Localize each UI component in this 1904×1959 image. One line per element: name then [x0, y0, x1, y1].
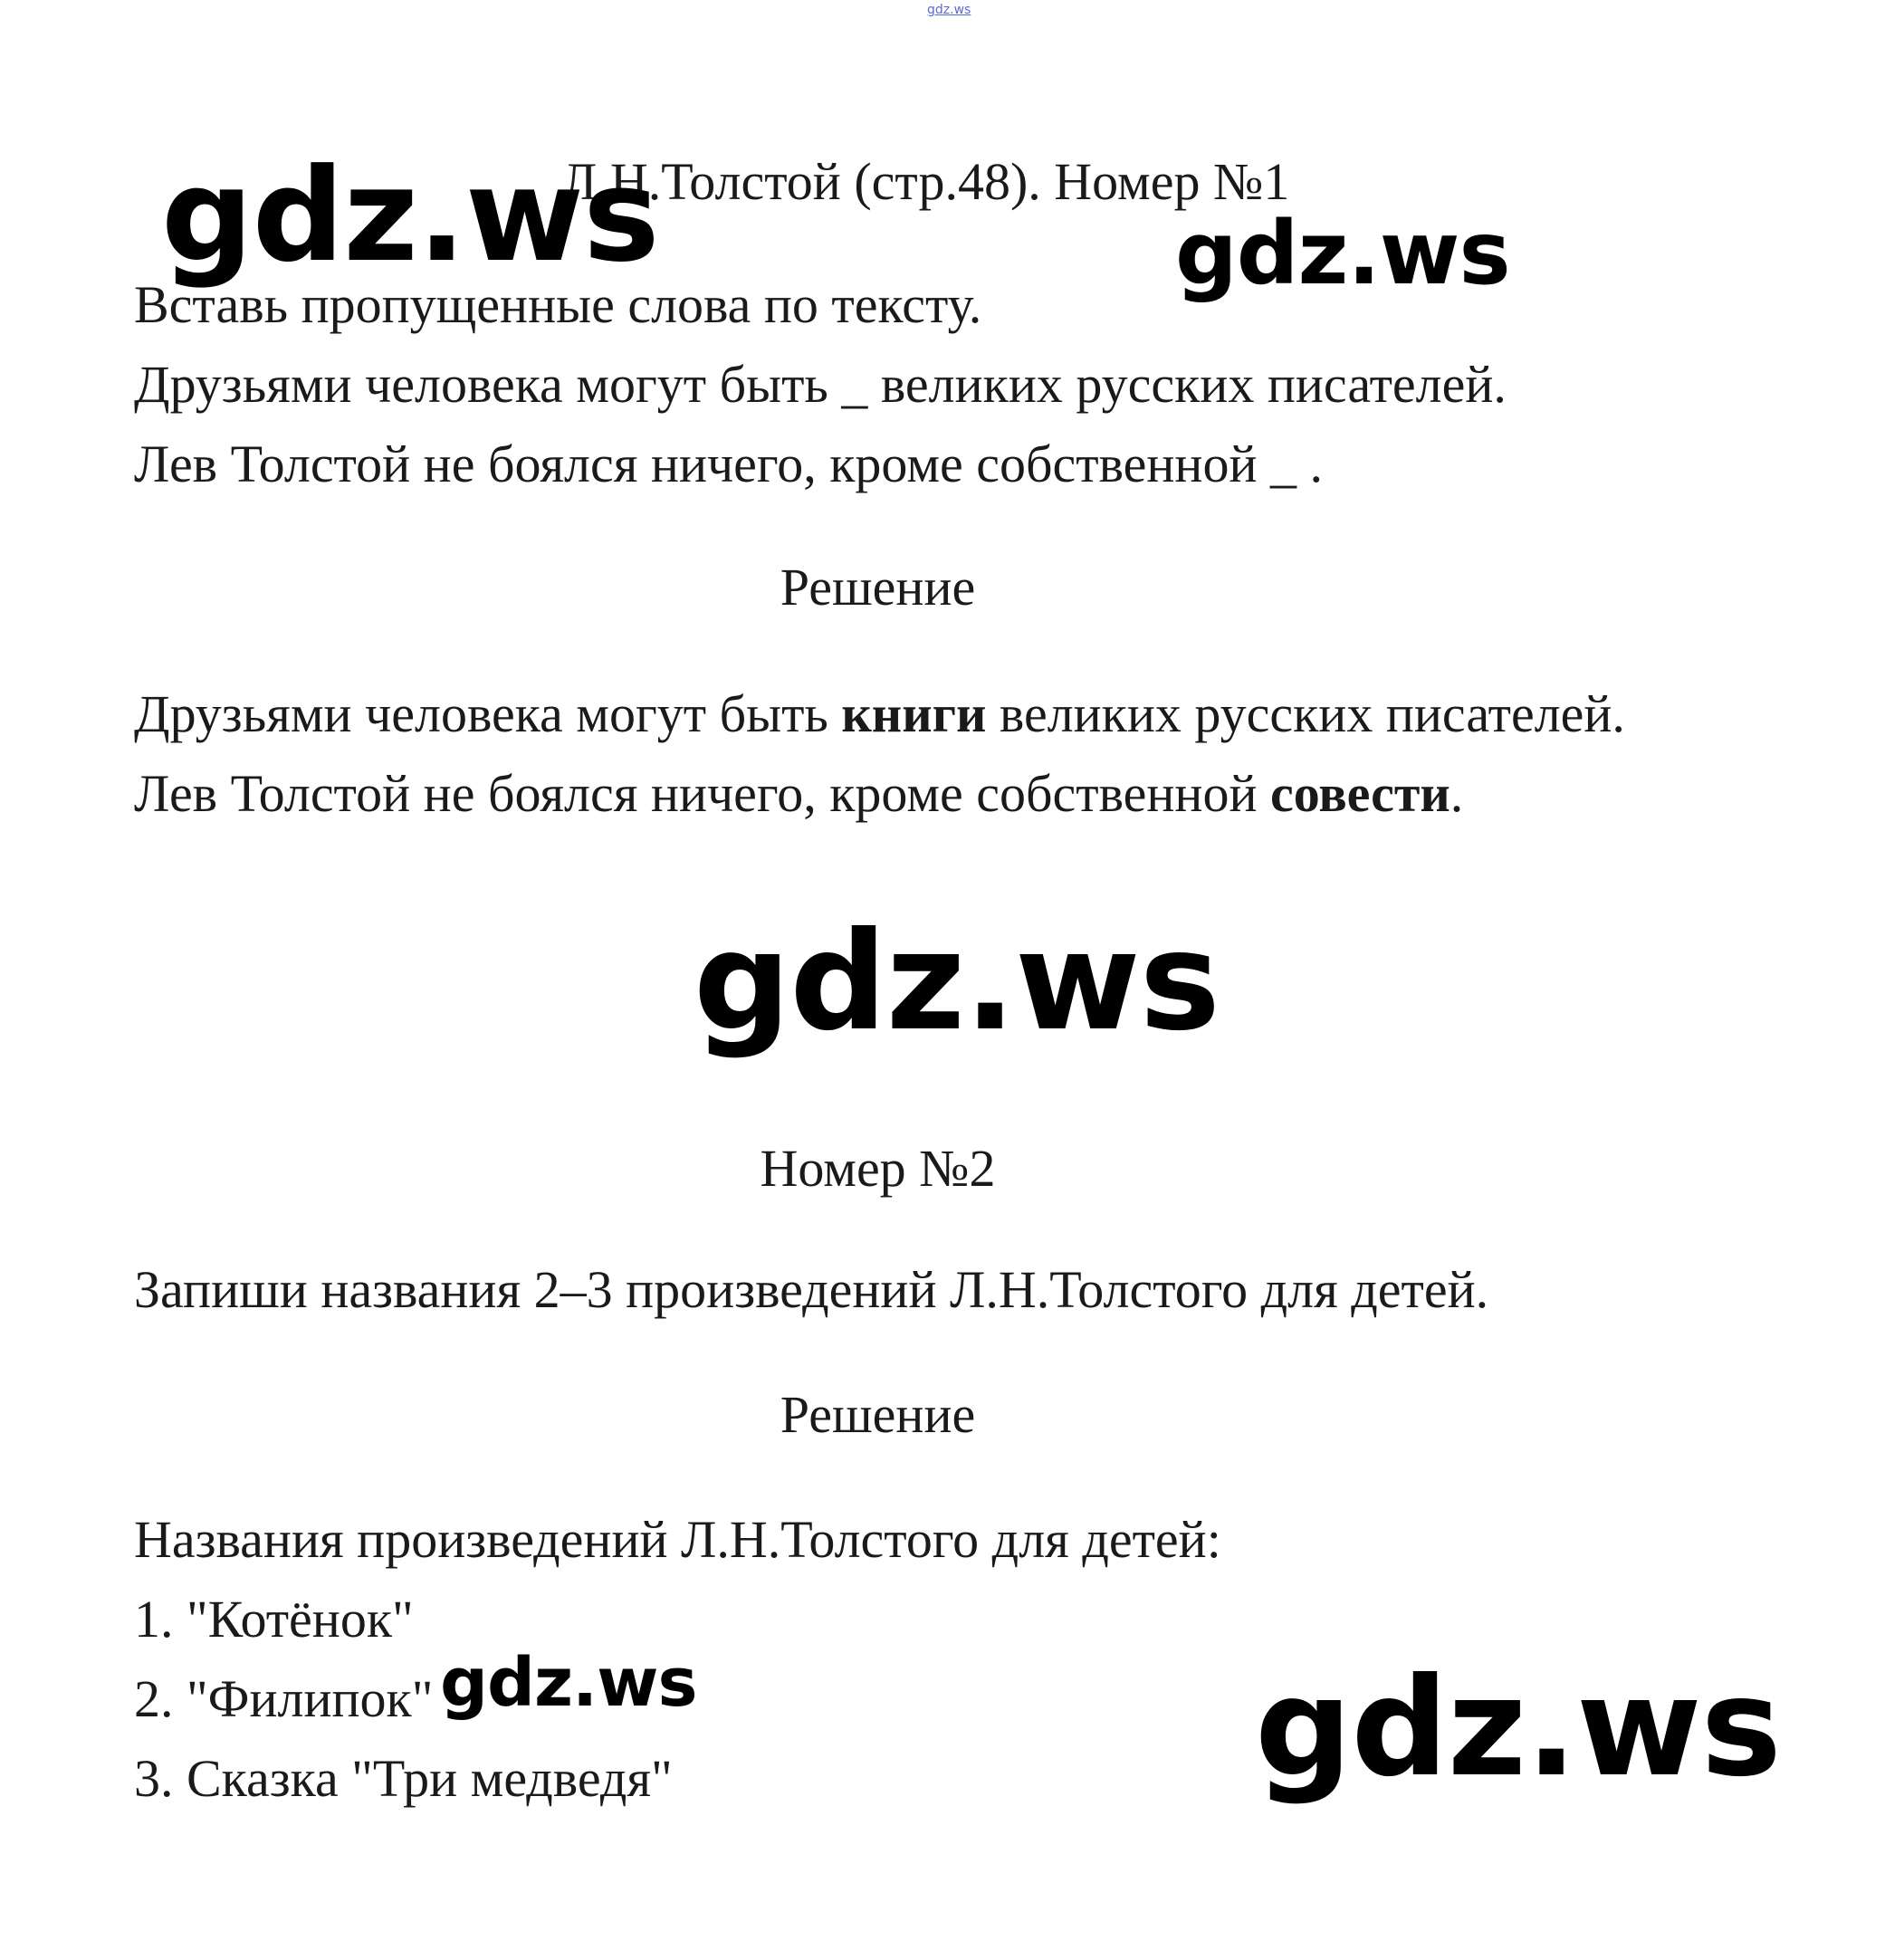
- watermark-mid-right: gdz.ws: [1175, 203, 1510, 304]
- answer1-bold-word: книги: [841, 684, 987, 743]
- task2-title: Номер №2: [760, 1139, 996, 1198]
- answer2-bold-word: совести: [1270, 764, 1450, 823]
- list-item: 3. Сказка "Три медведя": [134, 1749, 673, 1808]
- watermark-bottom-right: gdz.ws: [1255, 1649, 1781, 1807]
- task1-question-line-2: Лев Толстой не боялся ничего, кроме собственной _ .: [134, 435, 1324, 493]
- list-item: 1. "Котёнок": [134, 1590, 414, 1648]
- task1-title: Л.Н.Толстой (стр.48). Номер №1: [561, 152, 1290, 211]
- task1-question-line-1: Друзьями человека могут быть _ великих русских писателей.: [134, 355, 1507, 414]
- watermark-large-left: gdz.ws: [161, 141, 659, 291]
- task1-answer-line-1: [134, 684, 1625, 743]
- task2-intro: Названия произведений Л.Н.Толстого для детей:: [134, 1510, 1221, 1569]
- task1-instruction: Вставь пропущенные слова по тексту.: [134, 275, 982, 334]
- answer1-text-before: Друзьями человека могут быть: [134, 684, 842, 743]
- task2-instruction: Запиши названия 2–3 произведений Л.Н.Толстого для детей.: [134, 1260, 1489, 1319]
- task2-solution-heading: Решение: [780, 1385, 976, 1444]
- answer2-text-before: Лев Толстой не боялся ничего, кроме собственной: [134, 764, 1271, 823]
- watermark-bottom-small: gdz.ws: [440, 1644, 697, 1722]
- task1-answer-line-2: [134, 764, 1464, 823]
- list-item: 2. "Филипок": [134, 1669, 434, 1728]
- watermark-center: gdz.ws: [694, 903, 1220, 1061]
- watermark-top-small: gdz.ws: [927, 3, 971, 17]
- answer2-text-after: .: [1450, 764, 1464, 823]
- task1-solution-heading: Решение: [780, 558, 976, 616]
- answer1-text-after: великих русских писателей.: [986, 684, 1625, 743]
